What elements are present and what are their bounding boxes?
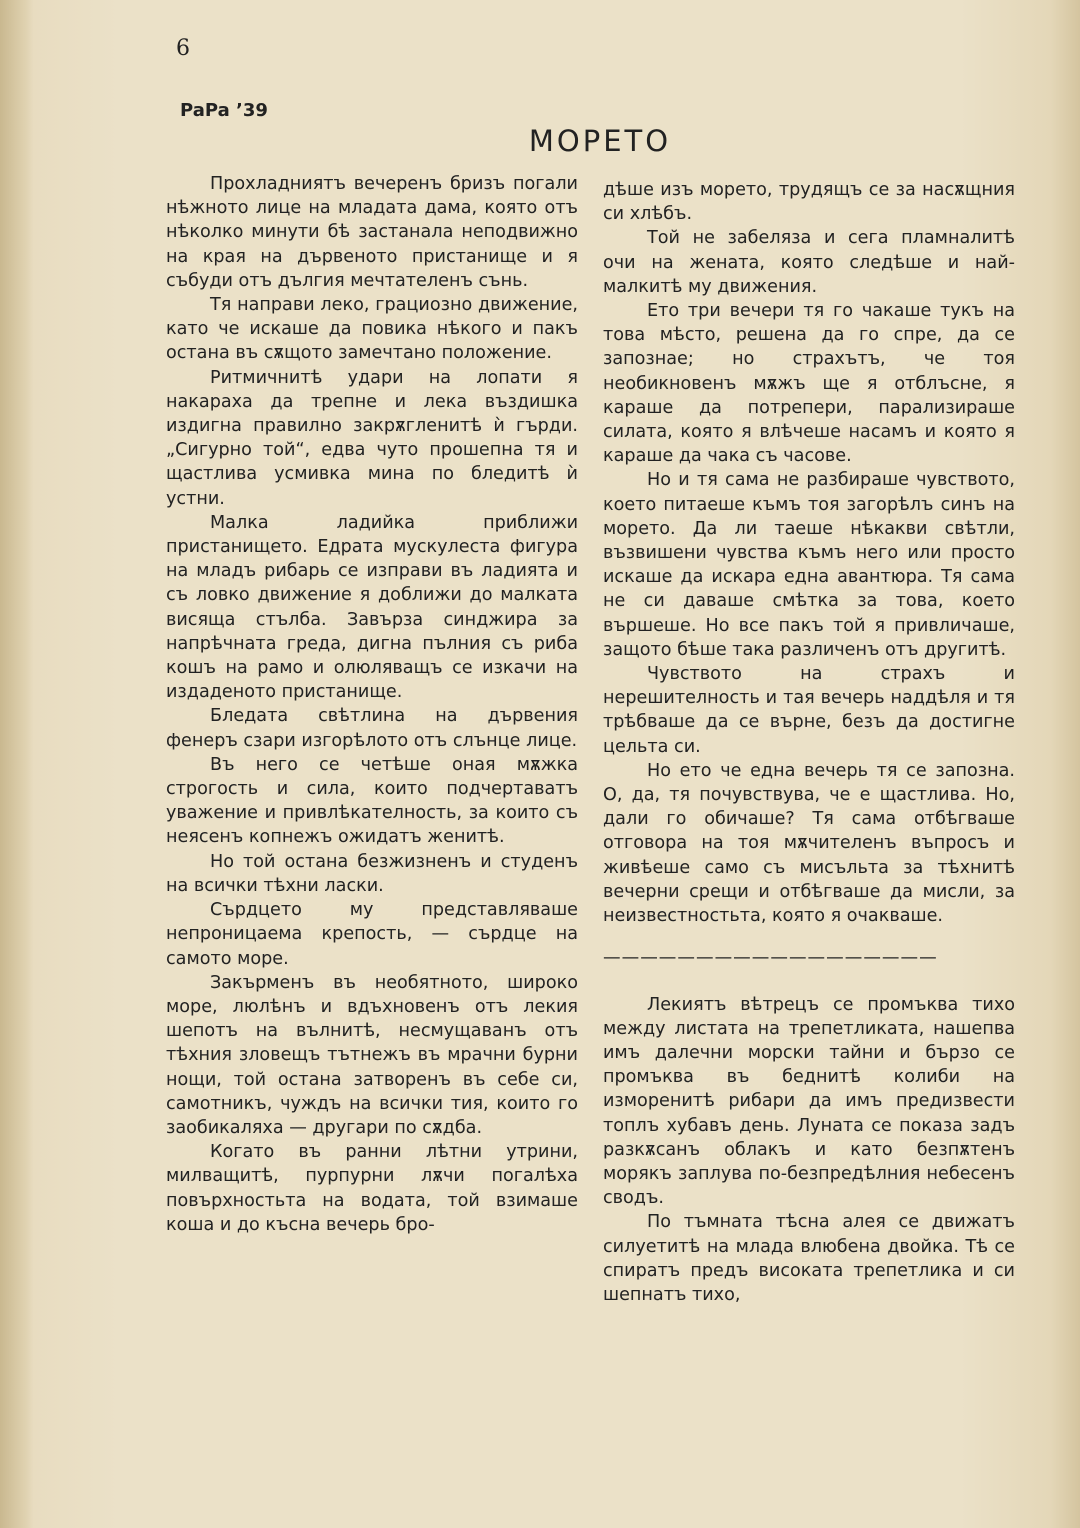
paragraph: Когато въ ранни лѣтни утрини, милващитѣ, пурпурни лѫчи погалѣха повърхностьта на водата, той взимаше коша и до късна вечерь бро-	[166, 1142, 578, 1235]
paragraph: дѣше изъ морето, трудящъ се за насѫщния си хлѣбъ.	[603, 180, 1015, 225]
paragraph: Тя направи леко, грациозно движение, като че искаше да повика нѣкого и пакъ остана въ сѫщото замечтано положение.	[166, 295, 578, 364]
paragraph: Прохладниятъ вечеренъ бризъ погали нѣжното лице на младата дама, която отъ нѣколко минути бѣ застанала неподвижно на края на дървеното пристанище и я събуди отъ дългия мечтателенъ сънь.	[166, 174, 578, 291]
paragraph: По тъмната тѣсна алея се движатъ силуетитѣ на млада влюбена двойка. Тѣ се спиратъ предъ високата трепетлика и си шепнатъ тихо,	[603, 1212, 1015, 1305]
page-number: 6	[176, 36, 190, 61]
paragraph: Но и тя сама не разбираше чувството, което питаеше къмъ тоя загорѣлъ синъ на морето. Да ли таеше нѣкакви свѣтли, възвишени чувства къмъ него или просто искаше да искара една авантюра. Тя сама не си даваше смѣтка за това, което вършеше. Но все пакъ той я привличаше, защото бѣше така различенъ отъ другитѣ.	[603, 470, 1015, 660]
paragraph: Ето три вечери тя го чакаше тукъ на това мѣсто, решена да го спре, да се запознае; но страхътъ, че тоя необикновенъ мѫжъ ще я отблъсне, я караше да потрепери, парализираше силата, която я влѣчеше насамъ и която я караше да чака съ часове.	[603, 301, 1015, 467]
section-divider: ——————————————————	[603, 948, 938, 969]
paragraph: Той не забеляза и сега пламналитѣ очи на жената, която следѣше и най-малкитѣ му движения.	[603, 228, 1015, 297]
right-column	[603, 178, 1015, 1307]
paragraph: Чувството на страхъ и нерешителность и тая вечерь наддѣля и тя трѣбваше да се върне, безъ да достигне цельта си.	[603, 664, 1015, 757]
paragraph: Но ето че една вечерь тя се запозна. О, да, тя почувствува, че е щастлива. Но, дали го обичаше? Тя сама отбѣгваше отговора на тоя мѫчителенъ въпросъ и живѣеше само съ мисъльта за тѣхнитѣ вечерни срещи и отбѣгваше да мисли, за неизвестностьта, която я очакваше.	[603, 760, 1015, 927]
article-title: МОРЕТО	[528, 124, 672, 158]
paragraph: Но той остана безжизненъ и студенъ на всички тѣхни ласки.	[166, 851, 578, 896]
paragraph: Бледата свѣтлина на дървения фенеръ сзари изгорѣлото отъ слънце лице.	[166, 706, 578, 751]
paragraph: Закърменъ въ необятното, широко море, люлѣнъ и вдъхновенъ отъ лекия шепотъ на вълнитѣ, несмущаванъ отъ тѣхния зловещъ тътнежъ въ мрачни бурни нощи, той остана затворенъ въ себе си, самотникъ, чуждъ на всички тия, които го заобикаляха — другари по сѫдба.	[166, 972, 578, 1138]
paragraph: Сърдцето му представляваше непроницаема крепость, — сърдце на самото море.	[166, 900, 578, 969]
paragraph: Ритмичнитѣ удари на лопати я накараха да трепне и лека въздишка издигна правилно закрѫгленитѣ ѝ гърди. „Сигурно той“, едва чуто прошепна тя и щастлива усмивка мина по бледитѣ ѝ устни.	[166, 367, 578, 509]
paragraph: Лекиятъ вѣтрецъ се промъква тихо между листата на трепетликата, нашепва имъ далечни морски тайни и бързо се промъква въ беднитѣ колиби на изморенитѣ рибари да имъ предизвести топлъ хубавъ день. Луната се показа задъ разкѫсанъ облакъ и като безпѫтенъ морякъ заплува по-безпредѣлния небесенъ сводъ.	[603, 994, 1015, 1209]
paragraph: Малка ладийка приближи пристанището. Едрата мускулеста фигура на младъ рибарь се изправи въ ладията и съ ловко движение я доближи до малката висяща стълба. Завърза синджира за напрѣчната греда, дигна пълния съ риба кошъ на рамо и олюляващъ се изкачи на издаденото пристанище.	[166, 512, 578, 703]
page-binding-edge	[0, 0, 34, 1528]
paragraph: Въ него се четѣше оная мѫжка строгость и сила, които подчертаватъ уважение и привлѣкателность, за които съ неясенъ копнежъ ожидатъ женитѣ.	[166, 754, 578, 848]
left-column	[166, 172, 578, 1237]
running-head: PaPa ’39	[180, 100, 268, 121]
